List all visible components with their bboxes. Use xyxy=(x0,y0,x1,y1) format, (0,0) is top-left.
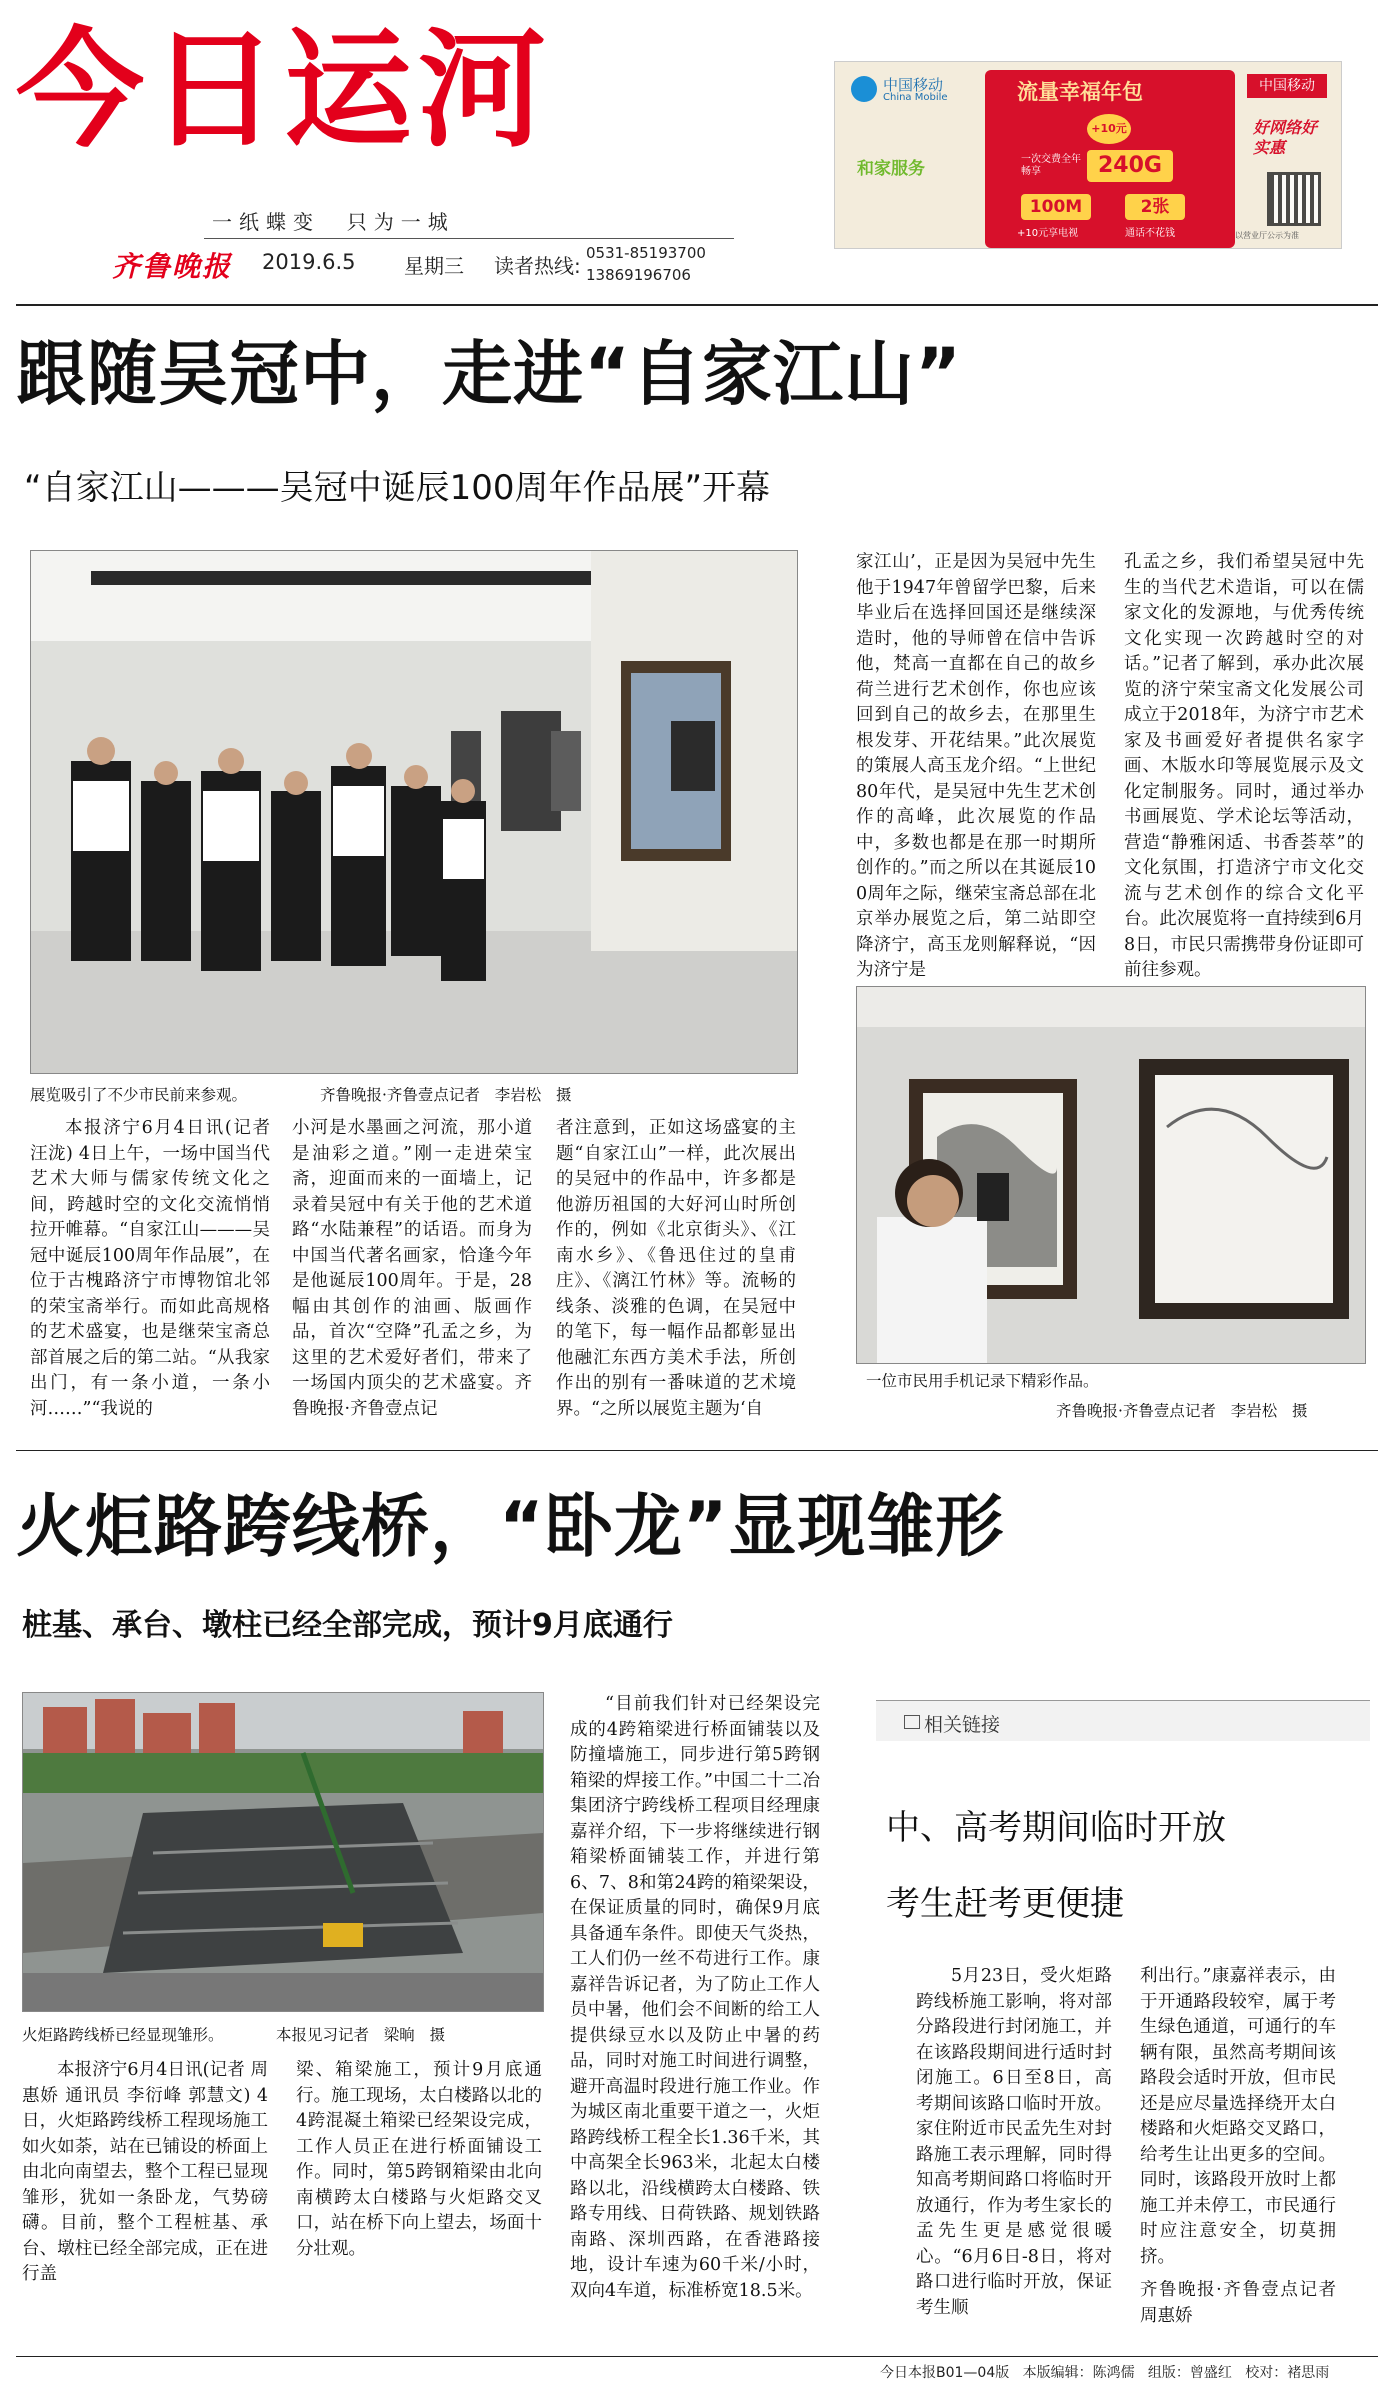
related-link-header xyxy=(876,1700,1370,1741)
ad-fee-badge: +10元 xyxy=(1087,114,1131,144)
ad-tv-badge: 2张 xyxy=(1125,194,1185,220)
hotline-label: 读者热线: xyxy=(494,254,581,278)
ad-data-badge: 240G xyxy=(1087,150,1173,182)
article2-photo-credit: 本报见习记者 梁晌 摄 xyxy=(276,2026,446,2044)
article1-photo1-caption: 展览吸引了不少市民前来参观。 xyxy=(30,1086,248,1104)
article2-column-1 xyxy=(22,2058,268,2344)
ad-right-slogan: 好网络好实惠 xyxy=(1253,118,1318,157)
article1-column-1 xyxy=(30,1116,270,1428)
paper-name-logo: 齐鲁晚报 xyxy=(112,250,233,283)
sidebar-title-line1: 中、高考期间临时开放 xyxy=(886,1808,1226,1848)
ad-speed-badge: 100M xyxy=(1021,194,1091,220)
article1-photo1-credit: 齐鲁晚报·齐鲁壹点记者 李岩松 摄 xyxy=(320,1086,572,1104)
article1-photo2-caption: 一位市民用手机记录下精彩作品。 xyxy=(866,1372,1099,1390)
article-divider xyxy=(16,1450,1378,1451)
sidebar-column-2 xyxy=(1140,1964,1336,2267)
related-link-box xyxy=(876,1700,1370,2352)
ad-service: 和家服务 xyxy=(857,159,925,179)
ad-right-brand: 中国移动 xyxy=(1247,74,1327,98)
hotline-number-2: 13869196706 xyxy=(586,266,691,284)
article1-col3-text: 者注意到，正如这场盛宴的主题“自家江山”一样，此次展出的吴冠中的作品中，许多都是他游历祖国的大好河山时所创作的，例如《北京街头》、《江南水乡》、《鲁迅住过的皇甫庄》、《漓江竹林》等。流畅的线条、淡雅的色调，在吴冠中的笔下，每一幅作品都彰显出他融汇东西方美术手法，所创作出的别有一番味道的艺术境界。“之所以展览主题为‘自 xyxy=(556,1118,796,1419)
related-link-tag: 相关链接 xyxy=(924,1714,1001,1736)
advertisement xyxy=(834,61,1342,249)
article1-col5-text: 孔孟之乡，我们希望吴冠中先生的当代艺术造诣，可以在儒家文化的发源地，与优秀传统文化实现一次跨越时空的对话。”记者了解到，承办此次展览的济宁荣宝斋文化发展公司成立于2018年，为济宁市艺术家及书画爱好者提供名家字画、木版水印等展览展示及文化定制服务。同时，通过举办书画展览、学术论坛等活动，营造“静雅闲适、书香荟萃”的文化氛围，打造济宁市文化交流与艺术创作的综合文化平台。此次展览将一直持续到6月8日，市民只需携带身份证即可前往参观。 xyxy=(1124,552,1364,980)
ad-brand: 中国移动 xyxy=(883,76,944,94)
ad-headline: 流量幸福年包 xyxy=(1017,80,1143,104)
article1-photo-phone xyxy=(856,986,1366,1364)
masthead-title: 今日运河 xyxy=(16,16,553,165)
page-footer: 今日本报B01—04版 本版编辑：陈鸿儒 组版：曾盛红 校对：褚思雨 xyxy=(880,2365,1330,2381)
article2-column-3 xyxy=(570,1692,820,2344)
hotline-number-1: 0531-85193700 xyxy=(586,244,706,262)
ad-plan-note: 一次交费全年畅享 xyxy=(1021,154,1081,177)
ad-card-note: 通话不花钱 xyxy=(1125,228,1175,239)
ad-brand-en: China Mobile xyxy=(883,92,948,103)
footer-divider xyxy=(16,2356,1378,2357)
article1-col2-text: 小河是水墨画之河流，那小道是油彩之道。”刚一走进荣宝斋，迎面而来的一面墙上，记录着吴冠中有关于他的艺术道路“水陆兼程”的话语。而身为中国当代著名画家，恰逢今年是他诞辰100周年。于是，28幅由其创作的油画、版画作品，首次“空降”孔孟之乡，为这里的艺术爱好者们，带来了一场国内顶尖的艺术盛宴。齐鲁晚报·齐鲁壹点记 xyxy=(292,1118,532,1419)
ad-envelope xyxy=(985,70,1235,248)
ad-broadband-note: +10元享电视 xyxy=(1017,228,1079,239)
article2-col3-text: “目前我们针对已经架设完成的4跨箱梁进行桥面铺装以及防撞墙施工，同步进行第5跨钢箱梁的焊接工作。”中国二十二冶集团济宁跨线桥工程项目经理康嘉祥介绍，下一步将继续进行钢箱梁桥面铺装工作，并进行第6、7、8和第24跨的箱梁架设，在保证质量的同时，确保9月底具备通车条件。即使天气炎热，工人们仍一丝不苟进行工作。康嘉祥告诉记者，为了防止工作人员中暑，他们会不间断的给工人提供绿豆水以及防止中暑的药品，同时对施工时间进行调整，避开高温时段进行施工作业。作为城区南北重要干道之一，火炬路跨线桥工程全长1.36千米，其中高架全长963米，北起太白楼路以北，沿线横跨太白楼路、铁路专用线、日荷铁路、规划铁路南路、深圳西路，在香港路接地，设计车速为60千米/小时，双向4车道，标准桥宽18.5米。 xyxy=(570,1694,820,2301)
article1-col1-text: 本报济宁6月4日讯(记者 汪泷) 4日上午，一场中国当代艺术大师与儒家传统文化之间，跨越时空的文化交流悄悄拉开帷幕。“自家江山———吴冠中诞辰100周年作品展”，在位于古槐路济宁市博物馆北邻的荣宝斋举行。而如此高规格的艺术盛宴，也是继荣宝斋总部首展之后的第二站。“从我家出门，有一条小道，一条小河……”“我说的 xyxy=(30,1118,270,1419)
article1-col4-text: 家江山’，正是因为吴冠中先生他于1947年曾留学巴黎，后来毕业后在选择回国还是继续深造时，他的导师曾在信中告诉他，梵高一直都在自己的故乡荷兰进行艺术创作，你也应该回到自己的故乡去，在那里生根发芽、开花结果。”此次展览的策展人高玉龙介绍。“上世纪80年代，是吴冠中先生艺术创作的高峰，此次展览的作品中，多数也都是在那一时期所创作的。”而之所以在其诞辰100周年之际，继荣宝斋总部在北京举办展览之后，第二站即空降济宁，高玉龙则解释说，“因为济宁是 xyxy=(856,552,1096,980)
sidebar-column-1 xyxy=(916,1964,1112,2318)
sidebar-credit: 齐鲁晚报·齐鲁壹点记者 周惠娇 xyxy=(1140,2280,1353,2326)
article2-column-2 xyxy=(296,2058,542,2344)
article2-subhead: 桩基、承台、墩柱已经全部完成，预计9月底通行 xyxy=(22,1608,673,1643)
article1-column-2 xyxy=(292,1116,532,1428)
article1-column-4 xyxy=(856,550,1096,980)
masthead xyxy=(0,0,1394,305)
article2-col2-text: 梁、箱梁施工，预计9月底通行。施工现场，太白楼路以北的4跨混凝土箱梁已经架设完成，工作人员正在进行桥面铺设工作。同时，第5跨钢箱梁由北向南横跨太白楼路与火炬路交叉口，站在桥下向上望去，场面十分壮观。 xyxy=(296,2060,542,2259)
issue-weekday: 星期三 xyxy=(404,254,464,278)
article1-photo-gallery xyxy=(30,550,798,1074)
article1-column-5 xyxy=(1124,550,1364,980)
china-mobile-logo-icon xyxy=(851,76,877,102)
sidebar-title-line2: 考生赶考更便捷 xyxy=(886,1884,1124,1924)
article1-column-3 xyxy=(556,1116,796,1428)
article1-subhead: “自家江山———吴冠中诞辰100周年作品展”开幕 xyxy=(24,468,771,508)
article1-headline: 跟随吴冠中，走进“自家江山” xyxy=(16,333,963,415)
qr-code-icon xyxy=(1267,172,1321,226)
article2-col1-text: 本报济宁6月4日讯(记者 周惠娇 通讯员 李衍峰 郭慧文) 4日，火炬路跨线桥工程现场施工如火如荼，站在已铺设的桥面上由北向南望去，整个工程已显现雏形，犹如一条卧龙，气势磅礴。目前，整个工程桩基、承台、墩柱已经全部完成，正在进行盖 xyxy=(22,2060,268,2284)
article1-photo2-credit: 齐鲁晚报·齐鲁壹点记者 李岩松 摄 xyxy=(1056,1402,1308,1420)
issue-date: 2019.6.5 xyxy=(262,250,356,274)
article2-photo-caption: 火炬路跨线桥已经显现雏形。 xyxy=(22,2026,224,2044)
sidebar-col1-text: 5月23日，受火炬路跨线桥施工影响，将对部分路段进行封闭施工，并在该路段期间进行适时封闭施工。6日至8日，高考期间该路口临时开放。家住附近市民孟先生对封路施工表示理解，同时得知高考期间路口将临时开放通行，作为考生家长的孟先生更是感觉很暖心。“6月6日-8日，将对路口进行临时开放，保证考生顺 xyxy=(916,1966,1112,2318)
link-icon xyxy=(904,1715,920,1729)
article2-headline: 火炬路跨线桥，“卧龙”显现雏形 xyxy=(16,1488,1005,1567)
sidebar-col2-text: 利出行。”康嘉祥表示，由于开通路段较窄，属于考生绿色通道，可通行的车辆有限，虽然高考期间该路段会适时开放，但市民还是应尽量选择绕开太白楼路和火炬路交叉路口，给考生让出更多的空间。同时，该路段开放时上都施工并未停工，市民通行时应注意安全，切莫拥挤。 xyxy=(1140,1966,1336,2267)
masthead-slogan: 一纸蝶变 只为一城 xyxy=(212,210,455,234)
ad-footer: 以营业厅公示为准 xyxy=(1235,231,1299,240)
article2-photo-bridge xyxy=(22,1692,544,2012)
masthead-divider xyxy=(16,304,1378,306)
